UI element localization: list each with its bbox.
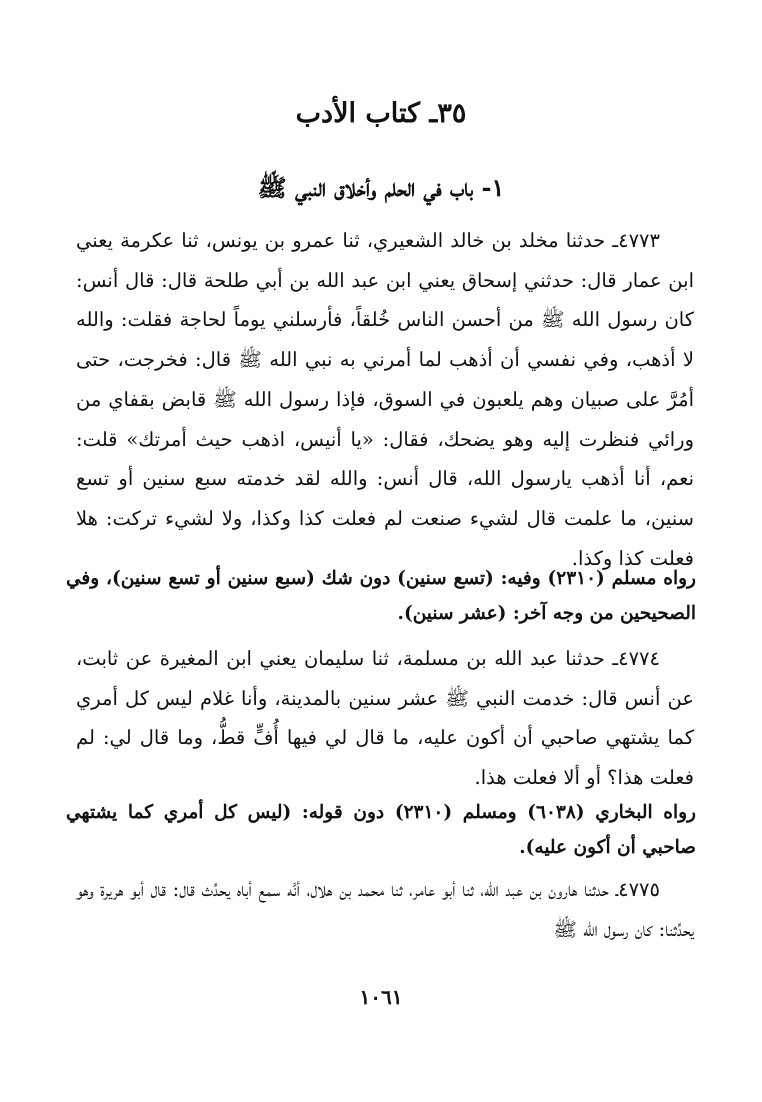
chapter-title: ١- باب في الحلم وأخلاق النبي ﷺ xyxy=(257,173,505,202)
hadith-4775: ٤٧٧٥ـ حدثنا هارون بن عبد الله، ثنا أبو عامر، ثنا محمد بن هلال، أنَّه سمع أباه يحدِّث قال: قال أبو هريرة وهو يحدِّثنا: كان رسول الله ﷺ xyxy=(76,878,694,941)
book-title: ٣٥ـ كتاب الأدب xyxy=(295,98,467,129)
hadith-4774: ٤٧٧٤ـ حدثنا عبد الله بن مسلمة، ثنا سليمان يعني ابن المغيرة عن ثابت، عن أنس قال: خدمت النبي ﷺ عشر سنين بالمدينة، وأنا غلام ليس كل أمري كما يشتهي صاحبي أن أكون عليه، ما قال لي فيها أُفٍّ قطُّ، وما قال لي: لم فعلت هذا؟ أو ألا فعلت هذا. xyxy=(76,647,694,790)
hadith-4773: ٤٧٧٣ـ حدثنا مخلد بن خالد الشعيري، ثنا عمرو بن يونس، ثنا عكرمة يعني ابن عمار قال: حدثني إسحاق يعني ابن عبد الله بن أبي طلحة قال: قال أنس: كان رسول الله ﷺ من أحسن الناس خُلقاً، فأرسلني يوماً لحاجة فقلت: والله لا أذهب، وفي نفسي أن أذهب لما أمرني به نبي الله ﷺ قال: فخرجت، حتى أمُرَّ على صبيان وهم يلعبون في السوق، فإذا رسول الله ﷺ قابض بقفاي من ورائي فنظرت إليه وهو يضحك، فقال: «يا أنيس، اذهب حيث أمرتك» قلت: نعم، أنا أذهب يارسول الله، قال أنس: والله لقد خدمته سبع سنين أو تسع سنين، ما علمت قال لشيء صنعت لم فعلت كذا وكذا، ولا لشيء تركت: هلا فعلت كذا وكذا. xyxy=(76,229,694,570)
page-number: ١٠٦١ xyxy=(359,985,403,1009)
hadith-4773-note: رواه مسلم (٢٣١٠) وفيه: (تسع سنين) دون شك (سبع سنين أو تسع سنين)، وفي الصحيحين من وجه آخر: (عشر سنين). xyxy=(66,568,696,624)
hadith-4774-note: رواه البخاري (٦٠٣٨) ومسلم (٢٣١٠) دون قوله: (ليس كل أمري كما يشتهي صاحبي أن أكون عليه). xyxy=(66,802,696,858)
